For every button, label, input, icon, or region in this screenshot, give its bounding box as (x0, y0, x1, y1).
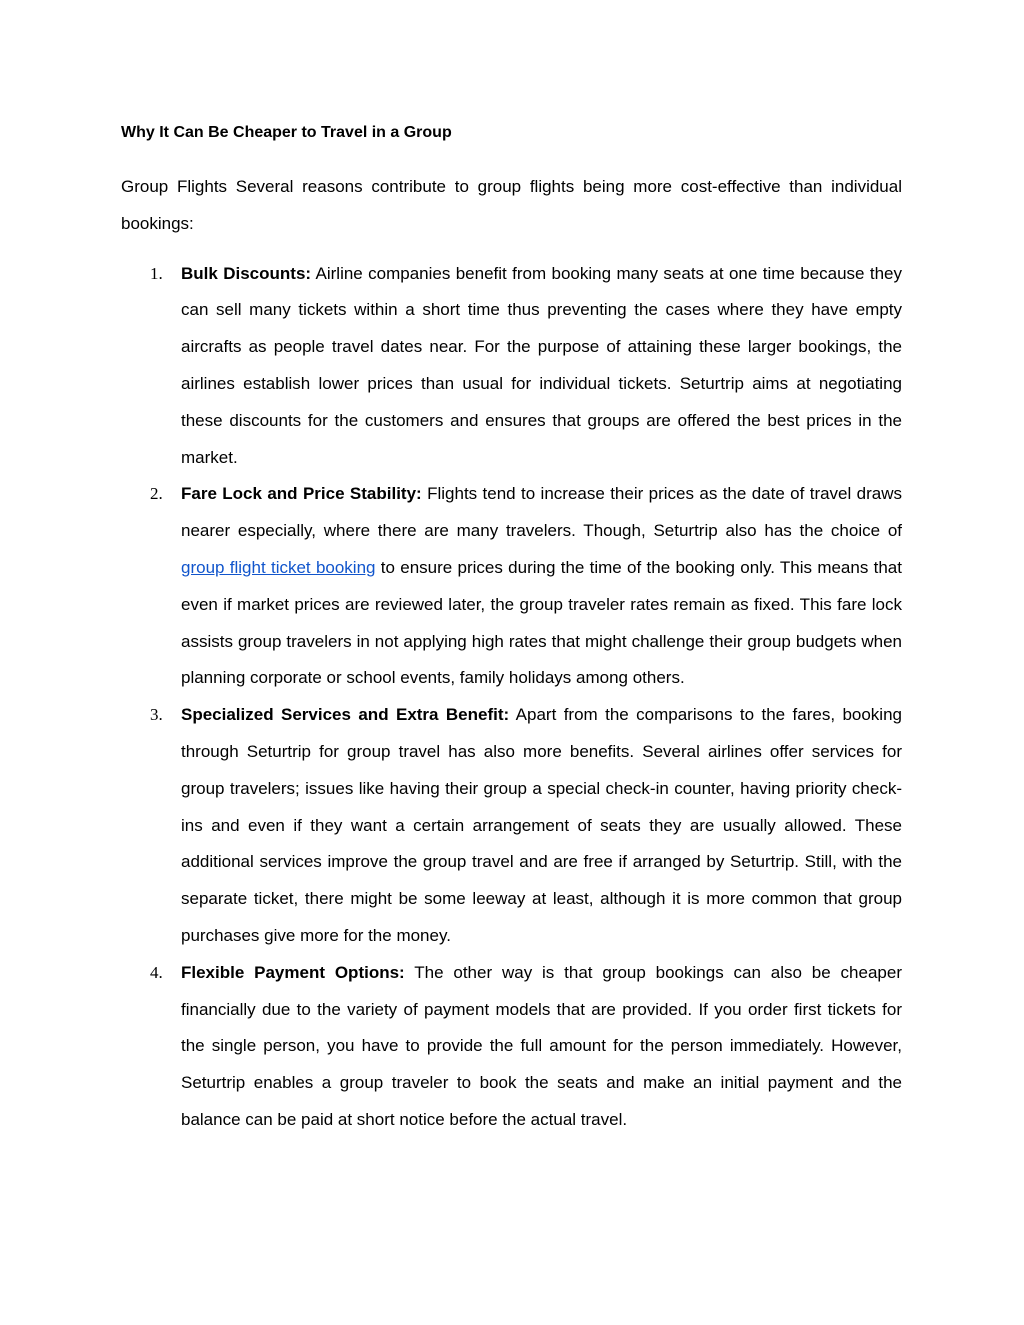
document-title: Why It Can Be Cheaper to Travel in a Group (121, 124, 452, 141)
reasons-list (121, 256, 902, 1139)
list-item-heading: Specialized Services and Extra Benefit: (181, 705, 510, 725)
list-item-text: Airline companies benefit from booking many seats at one time because they can sell many tickets within a short time thus preventing the cases where they have empty aircrafts as people travel dates near. For the purpose of attaining these larger bookings, the airlines establish lower prices than usual for individual tickets. Seturtrip aims at negotiating these discounts for the customers and ensures that groups are offered the best prices in the market. (181, 263, 902, 467)
list-item-heading: Fare Lock and Price Stability: (181, 484, 422, 504)
list-number: 3. (150, 705, 163, 725)
list-item-flexible-payment (121, 955, 902, 1139)
list-item-text: to ensure prices during the time of the booking only. This means that even if market prices are reviewed later, the group traveler rates remain as fixed. This fare lock assists group travelers in not applying high rates that might challenge their group budgets when planning corporate or school events, family holidays among others. (181, 557, 902, 688)
list-item-fare-lock (121, 476, 902, 697)
list-item-text: The other way is that group bookings can also be cheaper financially due to the variety of payment models that are provided. If you order first tickets for the single person, you have to provide the full amount for the person immediately. However, Seturtrip enables a group traveler to book the seats and make an initial payment and the balance can be paid at short notice before the actual travel. (181, 962, 902, 1129)
list-item-heading: Bulk Discounts: (181, 263, 312, 283)
document-page (121, 119, 902, 1139)
list-number: 1. (150, 263, 163, 283)
list-item-text: Apart from the comparisons to the fares, booking through Seturtrip for group travel has also more benefits. Several airlines offer services for group travelers; issues like having their group a special check-in counter, having priority check-ins and even if they want a certain arrangement of seats they are usually allowed. These additional services improve the group travel and are free if arranged by Seturtrip. Still, with the separate ticket, there might be some leeway at least, although it is more common that group purchases give more for the money. (181, 705, 902, 945)
group-flight-ticket-booking-link[interactable]: group flight ticket booking (181, 557, 376, 577)
list-item-specialized-services (121, 697, 902, 955)
list-item-heading: Flexible Payment Options: (181, 962, 405, 982)
list-item-bulk-discounts (121, 256, 902, 477)
list-number: 2. (150, 484, 163, 504)
list-item-text: Flights tend to increase their prices as the date of travel draws nearer especially, where there are many travelers. Though, Seturtrip also has the choice of (181, 484, 903, 541)
intro-paragraph: Group Flights Several reasons contribute to group flights being more cost-effective than individual bookings: (121, 177, 902, 233)
list-number: 4. (150, 962, 163, 982)
